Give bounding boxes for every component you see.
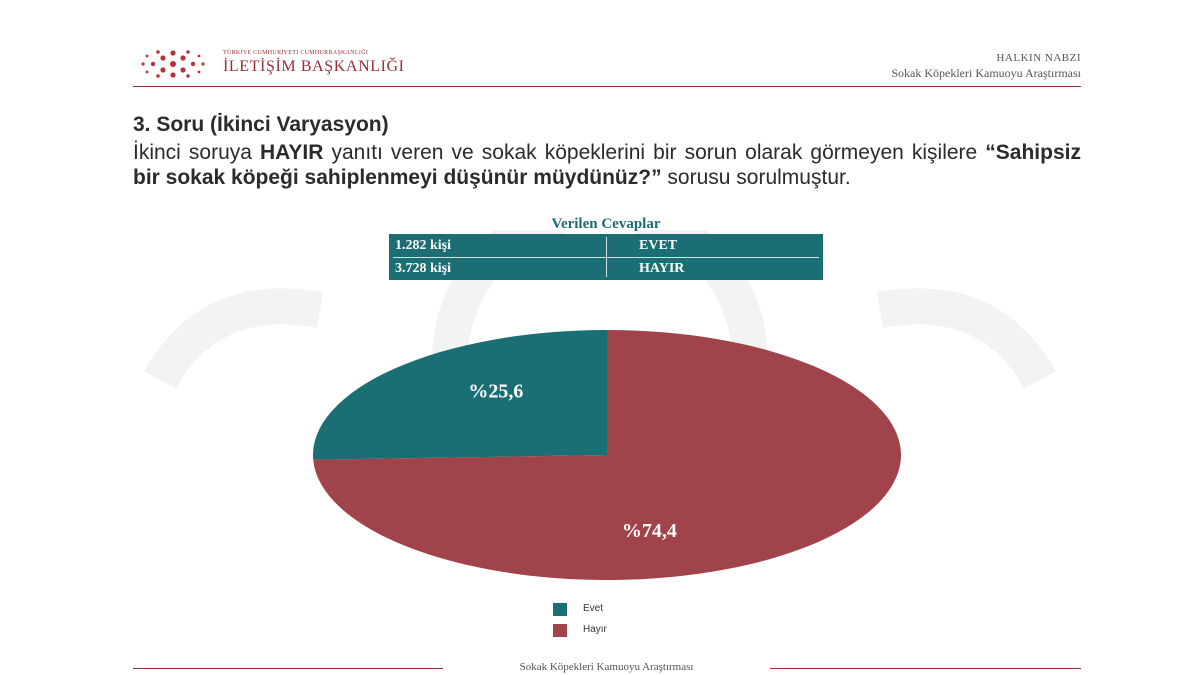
question-bold-2: “Sahipsiz bir sokak köpeği sahiplenmeyi düşünür müydünüz?” <box>133 141 1081 189</box>
header-right <box>891 52 1081 81</box>
row-count: 1.282 kişi <box>395 238 452 253</box>
pie-label-evet: %25,6 <box>468 380 524 403</box>
section-title: 3. Soru (İkinci Varyasyon) <box>133 113 389 136</box>
legend-swatch-evet <box>553 603 567 616</box>
org-small-text: TÜRKİYE CUMHURİYETİ CUMHURBAŞKANLIĞI <box>223 50 369 56</box>
question-part-2: yanıtı veren ve sokak köpeklerini bir sorun olarak görmeyen kişilere <box>323 141 986 164</box>
table-row <box>389 257 823 280</box>
question-part-1: İkinci soruya <box>133 141 261 164</box>
header-right-subtitle: Sokak Köpekleri Kamuoyu Araştırması <box>891 66 1081 80</box>
question-part-3: sorusu sorulmuştur. <box>661 166 851 189</box>
pie-slice-evet <box>313 330 607 460</box>
legend-swatch-hayir <box>553 624 567 637</box>
legend-label-evet: Evet <box>583 603 604 614</box>
row-answer: EVET <box>639 238 678 253</box>
header-divider <box>133 86 1081 87</box>
row-count: 3.728 kişi <box>395 261 452 276</box>
answers-table <box>389 234 823 280</box>
legend-label-hayir: Hayır <box>583 624 607 635</box>
header-right-title: HALKIN NABZI <box>996 52 1081 64</box>
question-text <box>133 140 1081 190</box>
iletisim-logo-icon <box>133 46 213 82</box>
table-row <box>389 234 823 257</box>
footer-divider-right <box>770 668 1081 669</box>
page-header <box>133 40 1081 86</box>
pie-chart <box>313 330 901 580</box>
answers-title: Verilen Cevaplar <box>551 216 661 232</box>
footer-divider-left <box>133 668 443 669</box>
question-bold-1: HAYIR <box>260 141 324 164</box>
row-answer: HAYIR <box>639 261 685 276</box>
org-name: İLETİŞİM BAŞKANLIĞI <box>223 58 405 75</box>
footer-text: Sokak Köpekleri Kamuoyu Araştırması <box>519 661 694 673</box>
pie-label-hayir: %74,4 <box>621 519 677 542</box>
